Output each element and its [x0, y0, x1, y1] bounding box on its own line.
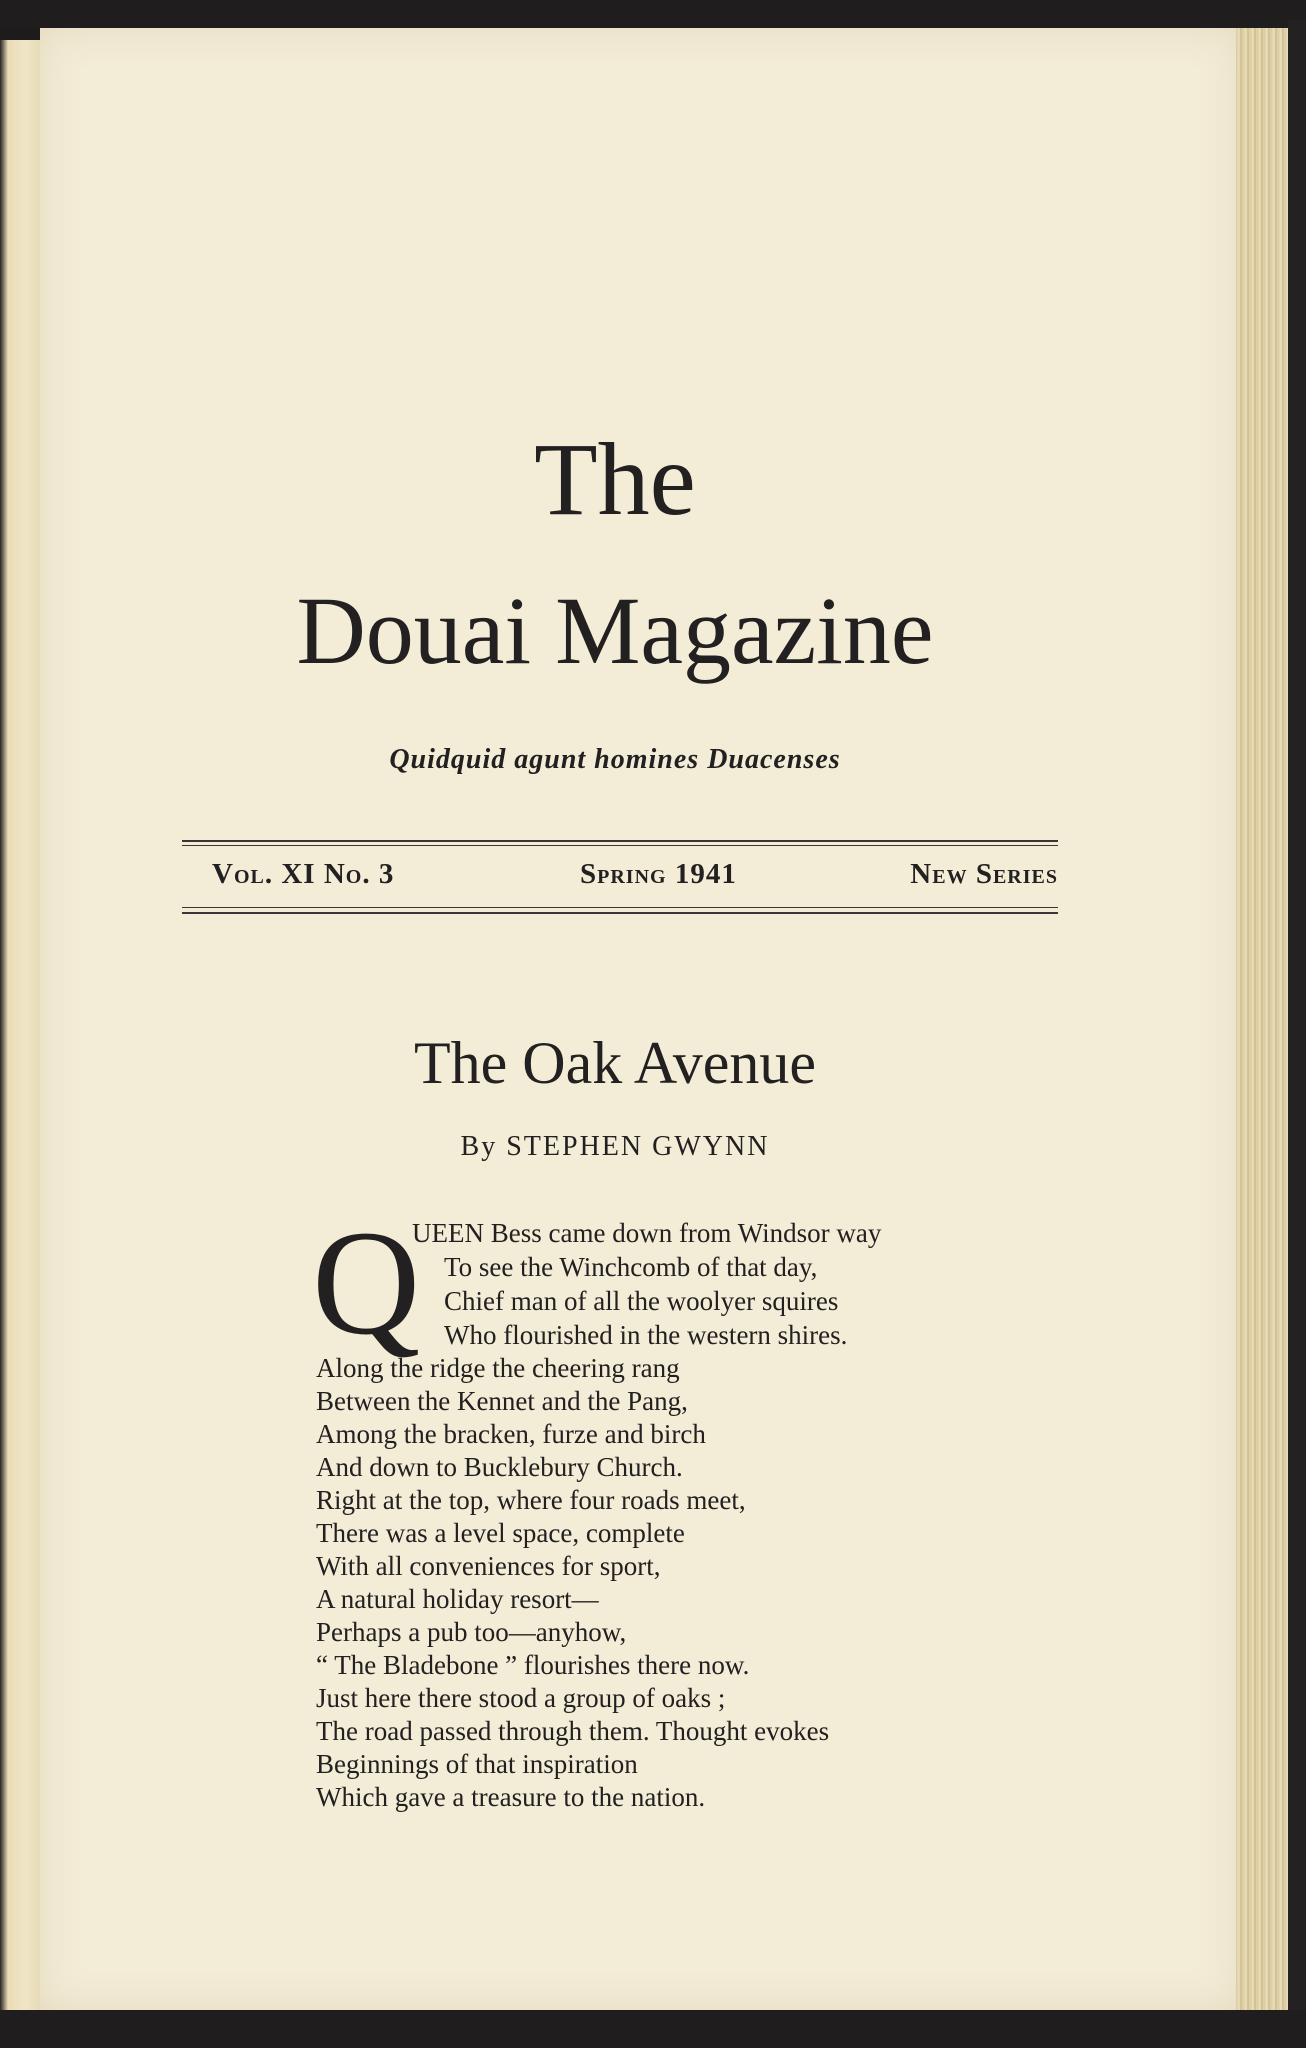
poem-line: Who flourished in the western shires. — [444, 1320, 848, 1350]
poem-line: The road passed through them. Thought evokes — [316, 1716, 830, 1746]
page-content — [40, 28, 1240, 2010]
issue-season: Spring 1941 — [580, 858, 737, 890]
poem-line: Beginnings of that inspiration — [316, 1749, 638, 1779]
top-rule — [182, 840, 1058, 842]
bottom-rule — [182, 912, 1058, 914]
book-cover-edge — [1288, 20, 1306, 2020]
poem-line: And down to Bucklebury Church. — [316, 1452, 683, 1482]
poem-line: Right at the top, where four roads meet, — [316, 1485, 746, 1515]
top-rule-thin — [182, 845, 1058, 846]
masthead-title-the: The — [534, 422, 696, 537]
issue-series: New Series — [910, 858, 1058, 890]
poem-line: To see the Winchcomb of that day, — [444, 1252, 818, 1282]
poem-line: “ The Bladebone ” flourishes there now. — [316, 1650, 750, 1680]
poem-line: Just here there stood a group of oaks ; — [316, 1683, 726, 1713]
poem-line: With all conveniences for sport, — [316, 1551, 661, 1581]
scan-bottom-edge — [0, 2010, 1306, 2048]
poem-line: Between the Kennet and the Pang, — [316, 1386, 688, 1416]
masthead-title: Douai Magazine — [296, 577, 934, 684]
poem-line: Perhaps a pub too—anyhow, — [316, 1617, 627, 1647]
masthead-motto: Quidquid agunt homines Duacenses — [389, 744, 841, 775]
poem-line: Chief man of all the woolyer squires — [444, 1286, 839, 1316]
poem-line: Which gave a treasure to the nation. — [316, 1782, 706, 1812]
page-edges — [1236, 28, 1288, 2013]
poem-line: Among the bracken, furze and birch — [316, 1419, 706, 1449]
book-left-edge — [0, 40, 44, 2025]
issue-volume: Vol. XI No. 3 — [212, 858, 395, 890]
article-title: The Oak Avenue — [413, 1030, 817, 1096]
scan-top-edge — [0, 0, 1306, 28]
poem-line: Along the ridge the cheering rang — [316, 1353, 680, 1383]
bottom-rule-thin — [182, 907, 1058, 908]
article-byline: By STEPHEN GWYNN — [460, 1131, 770, 1162]
drop-cap: Q — [312, 1200, 421, 1366]
poem-line: A natural holiday resort— — [316, 1584, 599, 1614]
poem-line: UEEN Bess came down from Windsor way — [412, 1218, 882, 1248]
issue-line — [212, 858, 1058, 898]
poem-line: There was a level space, complete — [316, 1518, 685, 1548]
